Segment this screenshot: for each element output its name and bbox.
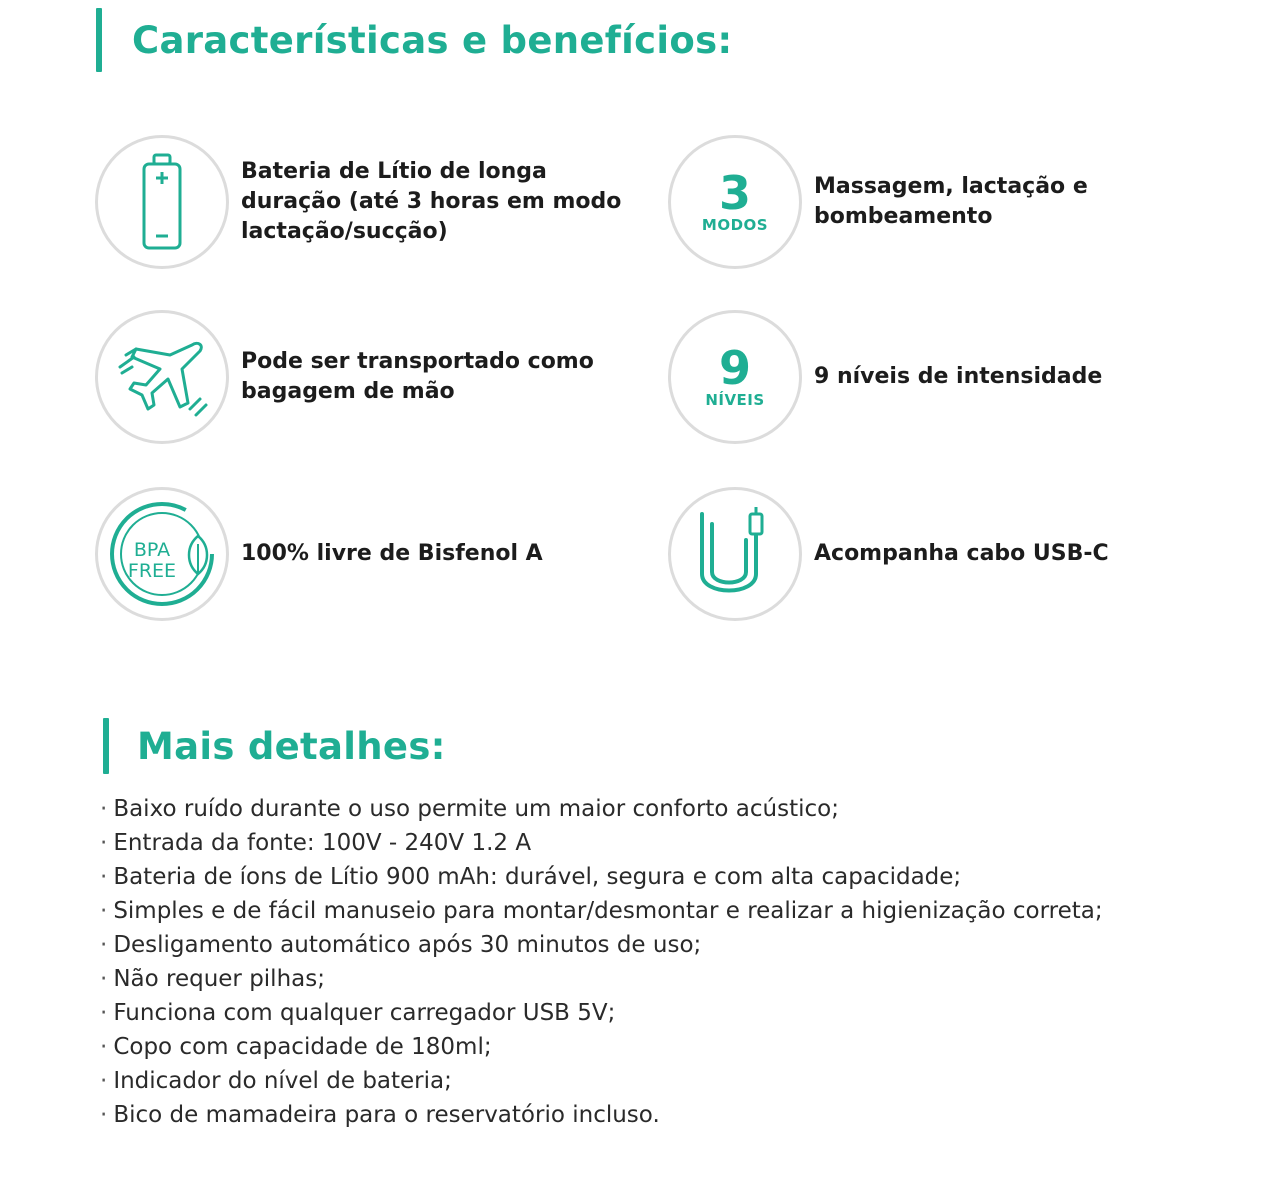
levels-badge [668, 310, 802, 444]
modes-badge-label: MODOS [701, 216, 769, 234]
heading-accent-bar [96, 8, 102, 72]
feature-usb-cable-text: Acompanha cabo USB-C [814, 541, 1109, 566]
list-item: · Indicador do nível de bateria; [100, 1068, 452, 1094]
feature-battery-text: Bateria de Lítio de longa duração (até 3 horas em modo lactação/sucção) [241, 159, 622, 244]
bpa-line1: BPA [133, 539, 171, 561]
feature-modes-text: Massagem, lactação e bombeamento [814, 174, 1088, 229]
feature-bpa-free [95, 487, 581, 621]
feature-airplane-text: Pode ser transportado como bagagem de mão [241, 349, 594, 404]
list-item: · Bateria de íons de Lítio 900 mAh: durável, segura e com alta capacidade; [100, 864, 962, 890]
modes-badge [668, 135, 802, 269]
airplane-icon [95, 310, 229, 444]
features-heading [96, 8, 733, 72]
list-item: · Não requer pilhas; [100, 966, 325, 992]
list-item: · Bico de mamadeira para o reservatório incluso. [100, 1102, 660, 1128]
heading-accent-bar [103, 718, 109, 774]
feature-levels-text: 9 níveis de intensidade [814, 364, 1103, 389]
details-heading-text: Mais detalhes: [137, 724, 446, 768]
feature-battery [95, 135, 651, 269]
list-item: · Entrada da fonte: 100V - 240V 1.2 A [100, 830, 532, 856]
feature-airplane [95, 310, 641, 444]
feature-bpa-free-text: 100% livre de Bisfenol A [241, 541, 543, 566]
details-list [100, 792, 1103, 1132]
levels-badge-label: NÍVEIS [705, 391, 765, 409]
list-item: · Desligamento automático após 30 minutos de uso; [100, 932, 702, 958]
features-heading-text: Características e benefícios: [132, 18, 733, 62]
feature-modes [668, 135, 1134, 269]
list-item: · Copo com capacidade de 180ml; [100, 1034, 492, 1060]
list-item: · Baixo ruído durante o uso permite um maior conforto acústico; [100, 796, 839, 822]
levels-badge-number: 9 [718, 341, 751, 395]
feature-levels [668, 310, 1154, 444]
bpa-line2: FREE [127, 560, 177, 582]
battery-icon [95, 135, 229, 269]
modes-badge-number: 3 [718, 166, 751, 220]
bpa-free-icon [95, 487, 229, 621]
usb-cable-icon [668, 487, 802, 621]
list-item: · Funciona com qualquer carregador USB 5V; [100, 1000, 616, 1026]
details-heading [103, 718, 446, 774]
feature-usb-cable [668, 487, 1154, 621]
list-item: · Simples e de fácil manuseio para montar/desmontar e realizar a higienização correta; [100, 898, 1103, 924]
